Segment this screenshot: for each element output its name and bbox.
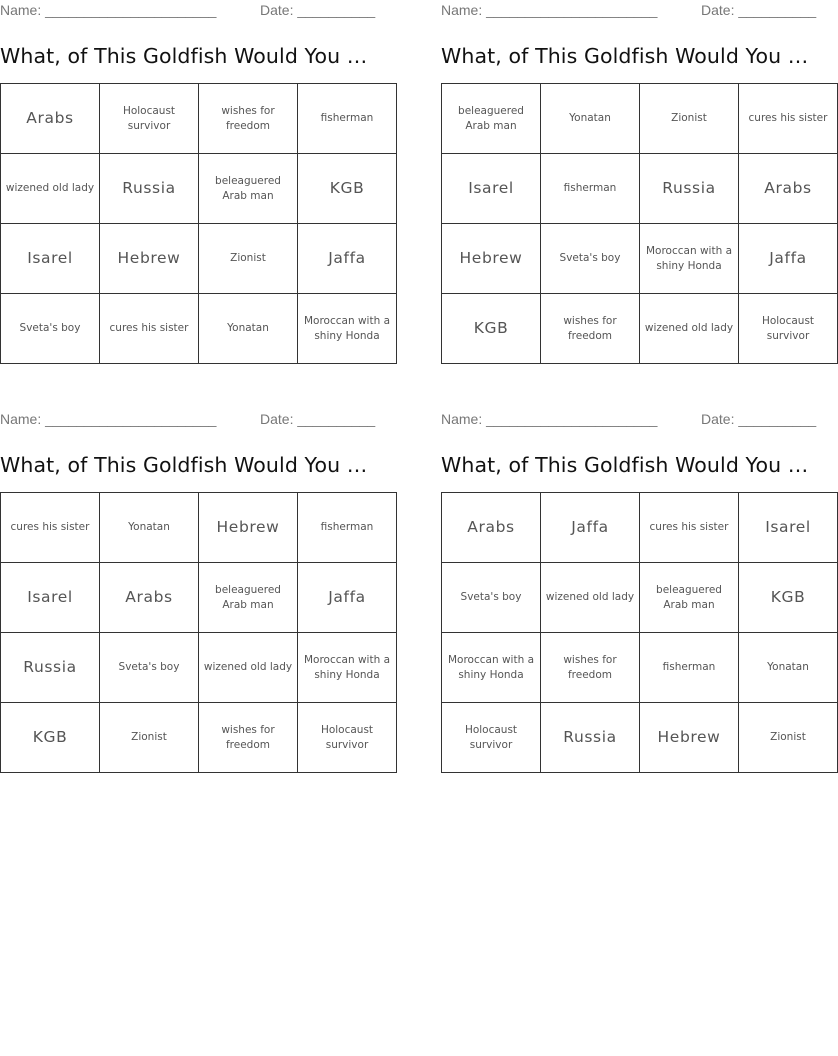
grid-cell: Moroccan with a shiny Honda (298, 633, 397, 703)
grid-row (442, 154, 838, 224)
grid-cell: Yonatan (541, 84, 640, 154)
grid-cell: Russia (1, 633, 100, 703)
grid-cell: Jaffa (541, 493, 640, 563)
name-field-label: Name: ______________________ (0, 2, 217, 18)
grid-cell: Zionist (199, 224, 298, 294)
grid-cell: fisherman (541, 154, 640, 224)
grid-cell: Russia (640, 154, 739, 224)
grid-cell: wishes for freedom (541, 633, 640, 703)
card-title: What, of This Goldfish Would You … (441, 453, 809, 477)
grid-cell: cures his sister (1, 493, 100, 563)
grid-cell: Hebrew (442, 224, 541, 294)
grid-cell: Moroccan with a shiny Honda (298, 294, 397, 364)
name-field-label: Name: ______________________ (441, 411, 658, 427)
grid-cell: Sveta's boy (100, 633, 199, 703)
grid-cell: Yonatan (199, 294, 298, 364)
grid-cell: beleaguered Arab man (199, 154, 298, 224)
grid-cell: Hebrew (199, 493, 298, 563)
grid-cell: Jaffa (739, 224, 838, 294)
bingo-card-2 (441, 0, 828, 342)
grid-cell: KGB (298, 154, 397, 224)
bingo-grid (441, 492, 838, 773)
grid-cell: Sveta's boy (541, 224, 640, 294)
grid-row (442, 294, 838, 364)
bingo-grid (441, 83, 838, 364)
grid-cell: Yonatan (739, 633, 838, 703)
card-header (0, 409, 375, 431)
grid-cell: Isarel (1, 563, 100, 633)
grid-cell: Zionist (640, 84, 739, 154)
grid-row (1, 703, 397, 773)
date-field-label: Date: __________ (701, 411, 817, 427)
grid-cell: KGB (1, 703, 100, 773)
grid-row (1, 224, 397, 294)
grid-cell: cures his sister (739, 84, 838, 154)
grid-row (1, 633, 397, 703)
grid-cell: Jaffa (298, 224, 397, 294)
grid-cell: fisherman (298, 493, 397, 563)
grid-cell: Moroccan with a shiny Honda (640, 224, 739, 294)
grid-row (442, 563, 838, 633)
grid-cell: Sveta's boy (442, 563, 541, 633)
grid-cell: beleaguered Arab man (199, 563, 298, 633)
date-field-label: Date: __________ (701, 2, 817, 18)
grid-cell: Holocaust survivor (298, 703, 397, 773)
date-field-label: Date: __________ (260, 2, 376, 18)
grid-cell: beleaguered Arab man (640, 563, 739, 633)
grid-cell: Arabs (1, 84, 100, 154)
card-header (441, 409, 816, 431)
bingo-card-4 (441, 409, 817, 751)
grid-cell: Isarel (739, 493, 838, 563)
grid-cell: Holocaust survivor (100, 84, 199, 154)
grid-cell: Hebrew (640, 703, 739, 773)
grid-row (1, 84, 397, 154)
card-header (0, 0, 375, 22)
grid-cell: Arabs (100, 563, 199, 633)
grid-cell: cures his sister (100, 294, 199, 364)
grid-cell: wishes for freedom (199, 703, 298, 773)
grid-cell: Isarel (442, 154, 541, 224)
bingo-card-3 (0, 409, 390, 751)
grid-cell: Arabs (442, 493, 541, 563)
grid-cell: wizened old lady (541, 563, 640, 633)
grid-cell: fisherman (640, 633, 739, 703)
grid-cell: beleaguered Arab man (442, 84, 541, 154)
grid-cell: Holocaust survivor (739, 294, 838, 364)
card-title: What, of This Goldfish Would You … (0, 44, 368, 68)
bingo-grid (0, 492, 397, 773)
grid-cell: wizened old lady (199, 633, 298, 703)
grid-cell: Russia (100, 154, 199, 224)
grid-row (1, 154, 397, 224)
grid-row (1, 563, 397, 633)
grid-cell: Yonatan (100, 493, 199, 563)
grid-cell: Jaffa (298, 563, 397, 633)
grid-cell: Holocaust survivor (442, 703, 541, 773)
card-header (441, 0, 816, 22)
grid-cell: KGB (739, 563, 838, 633)
grid-row (442, 703, 838, 773)
grid-row (1, 493, 397, 563)
date-field-label: Date: __________ (260, 411, 376, 427)
card-title: What, of This Goldfish Would You … (0, 453, 368, 477)
grid-row (442, 633, 838, 703)
grid-cell: cures his sister (640, 493, 739, 563)
grid-cell: Moroccan with a shiny Honda (442, 633, 541, 703)
bingo-grid (0, 83, 397, 364)
grid-cell: Arabs (739, 154, 838, 224)
grid-cell: Hebrew (100, 224, 199, 294)
grid-cell: KGB (442, 294, 541, 364)
card-title: What, of This Goldfish Would You … (441, 44, 809, 68)
grid-row (442, 224, 838, 294)
grid-cell: Zionist (100, 703, 199, 773)
grid-row (442, 493, 838, 563)
grid-cell: wizened old lady (640, 294, 739, 364)
grid-cell: Sveta's boy (1, 294, 100, 364)
grid-row (442, 84, 838, 154)
grid-cell: Russia (541, 703, 640, 773)
grid-cell: wishes for freedom (199, 84, 298, 154)
grid-cell: wishes for freedom (541, 294, 640, 364)
name-field-label: Name: ______________________ (441, 2, 658, 18)
grid-row (1, 294, 397, 364)
grid-cell: wizened old lady (1, 154, 100, 224)
grid-cell: Zionist (739, 703, 838, 773)
grid-cell: fisherman (298, 84, 397, 154)
grid-cell: Isarel (1, 224, 100, 294)
name-field-label: Name: ______________________ (0, 411, 217, 427)
bingo-card-1 (0, 0, 390, 342)
